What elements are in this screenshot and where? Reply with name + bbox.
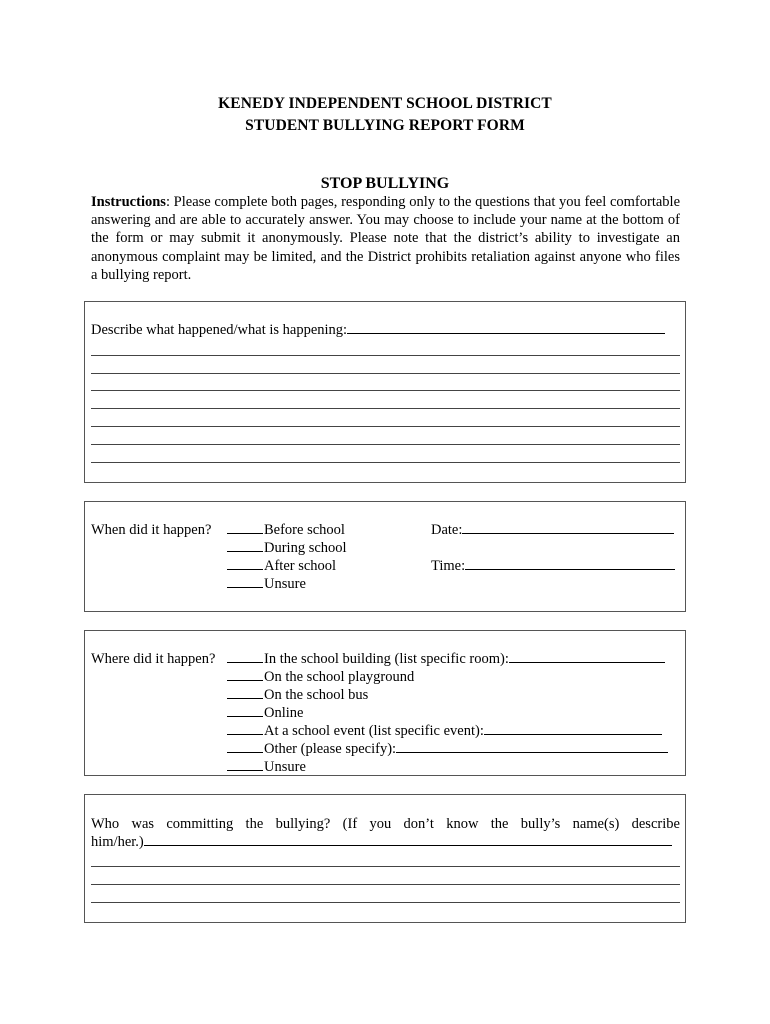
where-option-playground[interactable]: On the school playground xyxy=(227,668,414,686)
date-label: Date: xyxy=(431,522,463,538)
who-answer-line[interactable] xyxy=(144,833,672,846)
instructions-text: : Please complete both pages, responding only to the questions that you feel comfortable answering and are able to accurately answer. You may choose to include your name at the bottom of the form or may submit it anonymously. Please note that the district’s ability to investigate an anonymous complaint may be limited, and the District prohibits retaliation against anyone who files a bullying report. xyxy=(91,194,680,283)
when-option-before-school[interactable]: Before school xyxy=(227,521,345,539)
where-option-school-building[interactable]: In the school building (list specific room): xyxy=(227,650,665,668)
when-question: When did it happen? xyxy=(91,522,212,538)
form-title: STUDENT BULLYING REPORT FORM xyxy=(245,117,525,134)
describe-answer-line[interactable] xyxy=(91,462,680,463)
instructions-label: Instructions xyxy=(91,194,166,210)
describe-answer-line[interactable] xyxy=(91,444,680,445)
describe-answer-line[interactable] xyxy=(91,408,680,409)
describe-prompt-row[interactable] xyxy=(91,321,665,339)
event-answer-line[interactable] xyxy=(484,722,662,735)
where-option-school-event[interactable]: At a school event (list specific event): xyxy=(227,722,662,740)
who-answer-line[interactable] xyxy=(91,902,680,903)
who-answer-line[interactable] xyxy=(91,866,680,867)
time-label: Time: xyxy=(431,558,466,574)
describe-answer-line[interactable] xyxy=(91,373,680,374)
describe-answer-line[interactable] xyxy=(91,426,680,427)
describe-answer-line[interactable] xyxy=(347,321,665,334)
where-option-other[interactable]: Other (please specify): xyxy=(227,740,668,758)
room-answer-line[interactable] xyxy=(509,650,665,663)
who-section xyxy=(84,794,686,923)
checkbox-blank[interactable] xyxy=(227,668,263,681)
checkbox-blank[interactable] xyxy=(227,575,263,588)
when-option-during-school[interactable]: During school xyxy=(227,539,347,557)
when-option-unsure[interactable]: Unsure xyxy=(227,575,306,593)
who-answer-line[interactable] xyxy=(91,884,680,885)
date-answer-line[interactable] xyxy=(462,521,674,534)
instructions-paragraph xyxy=(91,193,680,284)
date-field[interactable] xyxy=(431,521,674,539)
district-name: KENEDY INDEPENDENT SCHOOL DISTRICT xyxy=(218,95,552,112)
checkbox-blank[interactable] xyxy=(227,740,263,753)
where-option-school-bus[interactable]: On the school bus xyxy=(227,686,368,704)
checkbox-blank[interactable] xyxy=(227,758,263,771)
checkbox-blank[interactable] xyxy=(227,650,263,663)
checkbox-blank[interactable] xyxy=(227,557,263,570)
checkbox-blank[interactable] xyxy=(227,686,263,699)
checkbox-blank[interactable] xyxy=(227,704,263,717)
checkbox-blank[interactable] xyxy=(227,539,263,552)
who-question-line2[interactable]: him/her.) xyxy=(91,833,672,851)
where-option-online[interactable]: Online xyxy=(227,704,303,722)
describe-prompt: Describe what happened/what is happening: xyxy=(91,322,348,338)
checkbox-blank[interactable] xyxy=(227,722,263,735)
where-question: Where did it happen? xyxy=(91,651,216,667)
describe-answer-line[interactable] xyxy=(91,390,680,391)
who-question-line1: Who was committing the bullying? (If you don’t know the bully’s name(s) describe xyxy=(91,816,680,832)
checkbox-blank[interactable] xyxy=(227,521,263,534)
time-answer-line[interactable] xyxy=(465,557,675,570)
slogan-heading: STOP BULLYING xyxy=(320,175,450,192)
where-option-unsure[interactable]: Unsure xyxy=(227,758,306,776)
time-field[interactable] xyxy=(431,557,675,575)
other-answer-line[interactable] xyxy=(396,740,668,753)
when-option-after-school[interactable]: After school xyxy=(227,557,336,575)
describe-answer-line[interactable] xyxy=(91,355,680,356)
